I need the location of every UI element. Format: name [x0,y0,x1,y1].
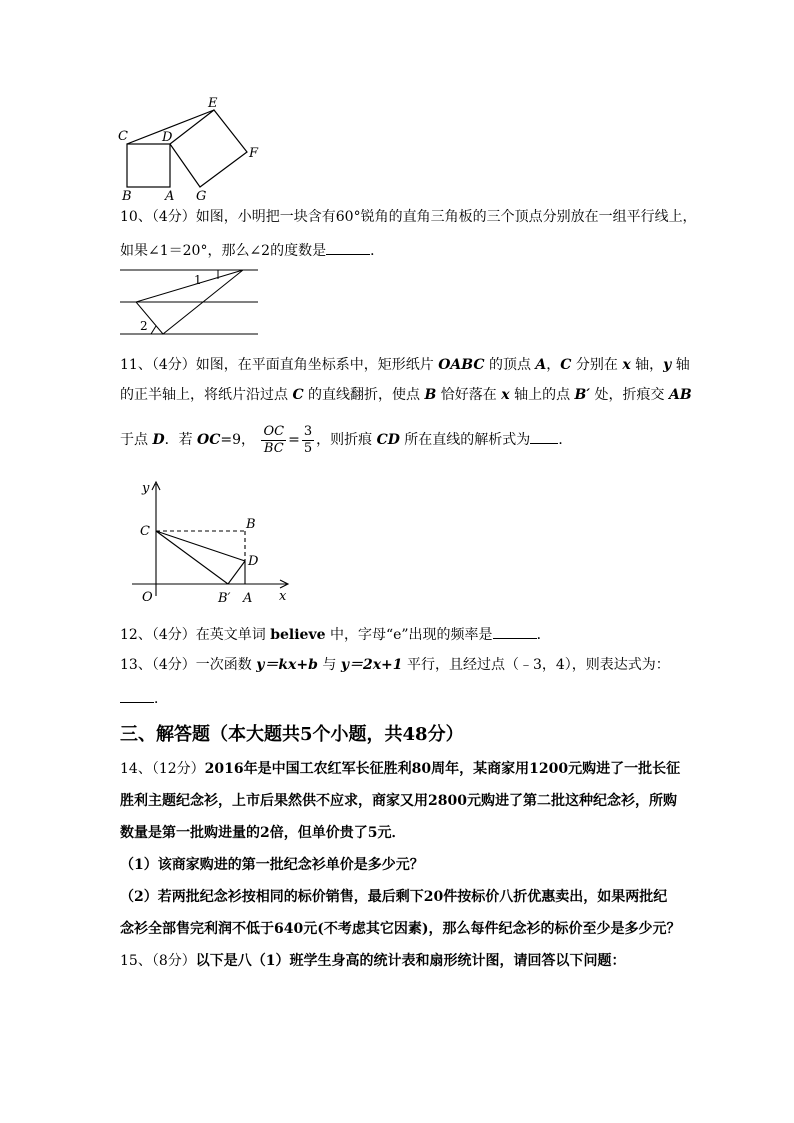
angle-1-label: 1 [194,273,202,287]
q11-end: ． [558,432,573,448]
q10-parallel-lines-figure [118,262,260,340]
q14-line1 [120,760,680,778]
q11-answer-blank[interactable] [530,429,558,444]
q14-line3: 数量是第一批购进量的2倍，但单价贵了5元． [120,825,406,841]
q14-sub1: （1）该商家购进的第一批纪念衫单价是多少元？ [120,857,424,873]
q13-line1 [120,656,670,674]
q11-t14: =9， [220,432,256,448]
q15-text: 以下是八（1）班学生身高的统计表和扇形统计图，请回答以下问题： [195,953,626,969]
q11-x2: x [501,387,510,403]
q11-t3: ， [546,357,561,373]
label-a: A [165,189,175,204]
q11-frac2-den: 5 [303,440,313,456]
q10-text-1: 如图，小明把一块含有60°锐角的直角三角板的三个顶点分别放在一组平行线上， [195,209,697,225]
label-a: A [243,591,253,606]
q11-coordinate-figure [128,476,298,610]
q15-number: 15、 [120,953,152,969]
q11-equals: = [288,432,300,448]
q12-line [120,624,551,644]
label-c: C [118,129,128,144]
q15-line [120,952,626,970]
q12-t1: 在英文单词 [195,627,271,643]
q11-line3 [120,422,572,462]
q14-line2: 胜利主题纪念衫，上市后果然供不应求，商家又用2800元购进了第二批这种纪念衫，所购 [120,793,677,809]
label-f: F [249,146,259,161]
q11-fraction-oc-bc [261,424,286,457]
q13-t2: 与 [317,657,341,673]
q11-a: A [535,357,547,373]
q13-formula-1: y＝kx+b [256,657,318,673]
q11-t15: ，则折痕 [316,432,377,448]
q11-frac1-den: BC [263,440,284,456]
q12-score: （4分） [151,627,196,643]
label-o: O [142,590,153,605]
q11-fraction-3-5 [302,424,314,457]
label-x: x [279,589,287,604]
label-c: C [140,524,150,539]
q13-formula-2: y＝2x+1 [340,657,403,673]
q11-number: 11、 [120,357,152,373]
label-b: B [246,517,256,532]
q14-text-1: 2016年是中国工农红军长征胜利80周年，某商家用1200元购进了一批长征 [204,761,681,777]
segment-cbprime [156,531,228,584]
q10-score: （4分） [151,209,196,225]
q9-geometry-figure [110,92,270,204]
label-d: D [162,130,173,145]
q11-t5: 轴， [630,357,664,373]
q11-t8: 的直线翻折，使点 [303,387,425,403]
q11-t6: 轴 [671,357,690,373]
angle-2-label: 2 [140,319,148,333]
q14-sub2-line2: 念衫全部售完利润不低于640元(不考虑其它因素)，那么每件纪念衫的标价至少是多少元？ [120,921,681,937]
q11-frac2-num: 3 [303,423,313,439]
q11-t16: 所在直线的解析式为 [399,432,531,448]
q11-line2 [120,386,692,404]
q11-c: C [560,357,572,373]
label-e: E [208,96,218,111]
q13-line2 [120,688,168,708]
q14-sub2-line1: （2）若两批纪念衫按相同的标价销售，最后剩下20件按标价八折优惠卖出，如果两批纪 [120,889,668,905]
label-b: B [122,189,132,204]
q12-number: 12、 [120,627,152,643]
fold-line-cd [156,531,245,561]
q12-word: believe [270,627,326,643]
q11-t11: 处，折痕交 [590,387,669,403]
q15-score: （8分） [151,953,196,969]
q11-t12: 于点 [120,432,153,448]
q11-t4: 分别在 [571,357,623,373]
angle-2-mark [151,326,156,334]
q11-bprime: B′ [574,387,591,403]
q13-number: 13、 [120,657,152,673]
segment-bprime-d [228,561,245,584]
q14-number: 14、 [120,761,152,777]
q10-end: ． [370,243,385,259]
square-dgfe [170,110,247,187]
label-g: G [196,189,207,204]
q11-t10: 轴上的点 [509,387,575,403]
label-y: y [142,481,150,496]
q12-end: ． [536,627,551,643]
q10-answer-blank[interactable] [326,240,370,255]
q11-cd: CD [376,432,400,448]
q10-text-2: 如果∠1＝20°，那么∠2的度数是 [120,243,327,259]
q12-t2: 中，字母“e”出现的频率是 [325,627,493,643]
q11-t13: ．若 [164,432,198,448]
q11-oabc: OABC [438,357,485,373]
q12-answer-blank[interactable] [493,624,537,639]
q11-d: D [152,432,165,448]
q11-ab: AB [668,387,692,403]
section-3-heading: 三、解答题（本大题共5个小题，共48分） [120,724,464,745]
q13-t1: 一次函数 [195,657,257,673]
rectangle-abcd [127,144,170,187]
label-bprime: B′ [218,591,231,606]
q11-y: y [663,357,672,373]
q13-t3: 平行，且经过点（﹣3，4），则表达式为： [402,657,670,673]
q10-number: 10、 [120,209,152,225]
q11-t2: 的顶点 [484,357,536,373]
q14-score: （12分） [151,761,205,777]
q10-line1 [120,208,697,226]
q13-score: （4分） [151,657,196,673]
q13-answer-blank[interactable] [120,688,154,703]
q13-end: ． [154,691,168,707]
q11-frac1-num: OC [263,423,285,439]
q11-t1: 如图，在平面直角坐标系中，矩形纸片 [195,357,439,373]
q11-oc: OC [197,432,221,448]
q11-line1 [120,356,690,374]
q11-score: （4分） [151,357,196,373]
q11-x: x [622,357,631,373]
q10-line2 [120,240,384,260]
q11-t7: 的正半轴上，将纸片沿过点 [120,387,293,403]
label-d: D [248,554,259,569]
q11-t9: 恰好落在 [436,387,502,403]
q11-b: B [424,387,437,403]
q11-c2: C [292,387,304,403]
